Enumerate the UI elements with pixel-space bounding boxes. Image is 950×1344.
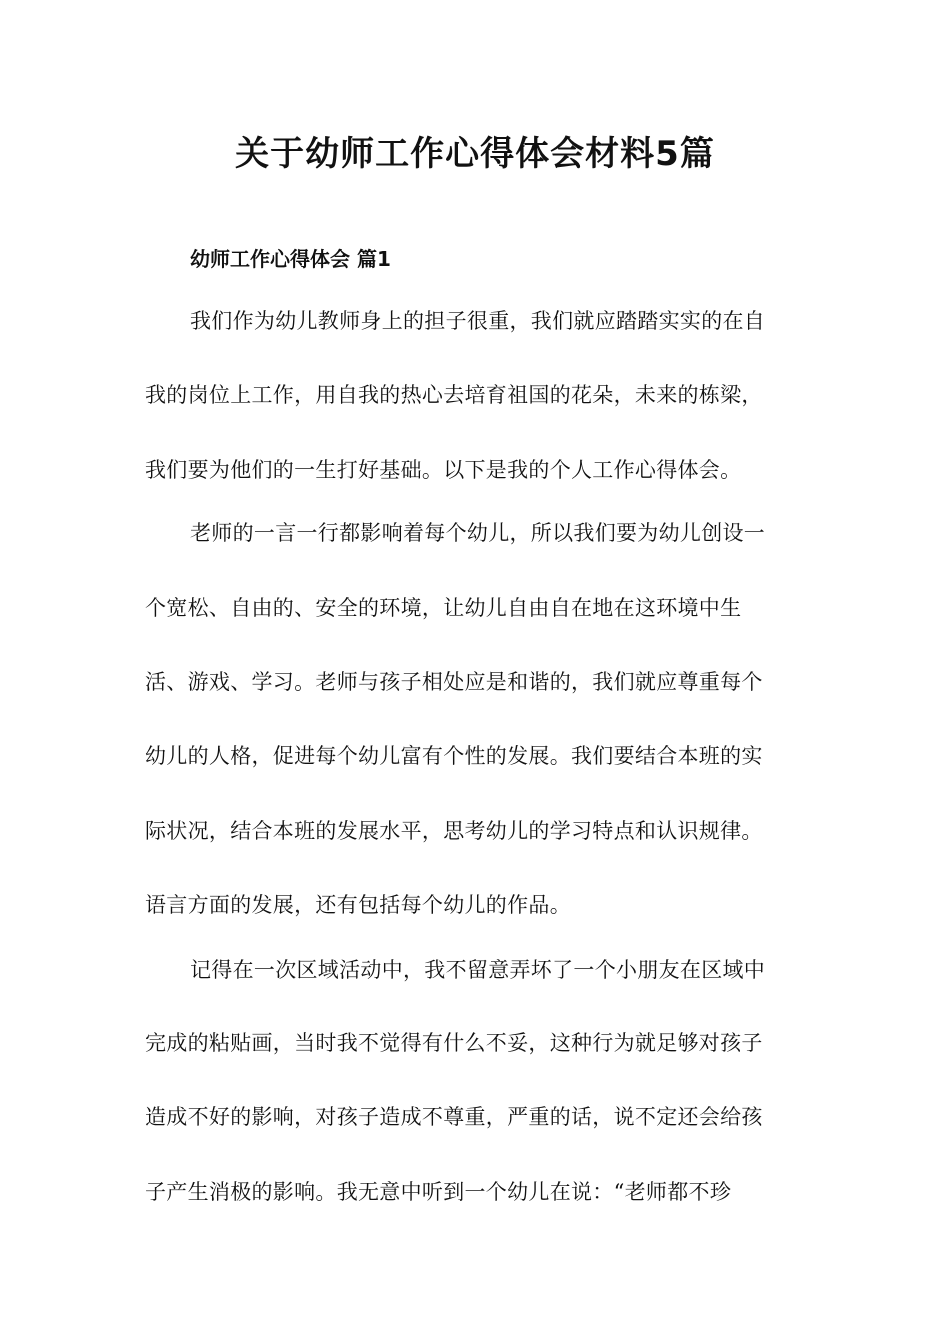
document-title: 关于幼师工作心得体会材料5篇 [235,134,715,174]
paragraph-line: 个宽松、自由的、安全的环境，让幼儿自由自在地在这环境中生 [145,596,742,620]
paragraph-line: 子产生消极的影响。我无意中听到一个幼儿在说：“老师都不珍 [145,1180,732,1204]
paragraph-line: 我的岗位上工作，用自我的热心去培育祖国的花朵，未来的栋梁， [145,383,763,407]
paragraph-line: 活、游戏、学习。老师与孩子相处应是和谐的，我们就应尊重每个 [145,670,763,694]
paragraph-line: 完成的粘贴画，当时我不觉得有什么不妥，这种行为就足够对孩子 [145,1031,763,1055]
paragraph-line: 际状况，结合本班的发展水平，思考幼儿的学习特点和认识规律。 [145,819,763,843]
paragraph-line: 我们要为他们的一生打好基础。以下是我的个人工作心得体会。 [145,458,742,482]
paragraph-line: 语言方面的发展，还有包括每个幼儿的作品。 [145,893,571,917]
section-heading: 幼师工作心得体会 篇1 [190,247,391,271]
paragraph-line: 造成不好的影响，对孩子造成不尊重，严重的话，说不定还会给孩 [145,1105,763,1129]
paragraph-line: 我们作为幼儿教师身上的担子很重，我们就应踏踏实实的在自 [190,309,766,333]
paragraph-line: 幼儿的人格，促进每个幼儿富有个性的发展。我们要结合本班的实 [145,744,763,768]
paragraph-line: 老师的一言一行都影响着每个幼儿，所以我们要为幼儿创设一 [190,521,766,545]
paragraph-line: 记得在一次区域活动中，我不留意弄坏了一个小朋友在区域中 [190,958,766,982]
